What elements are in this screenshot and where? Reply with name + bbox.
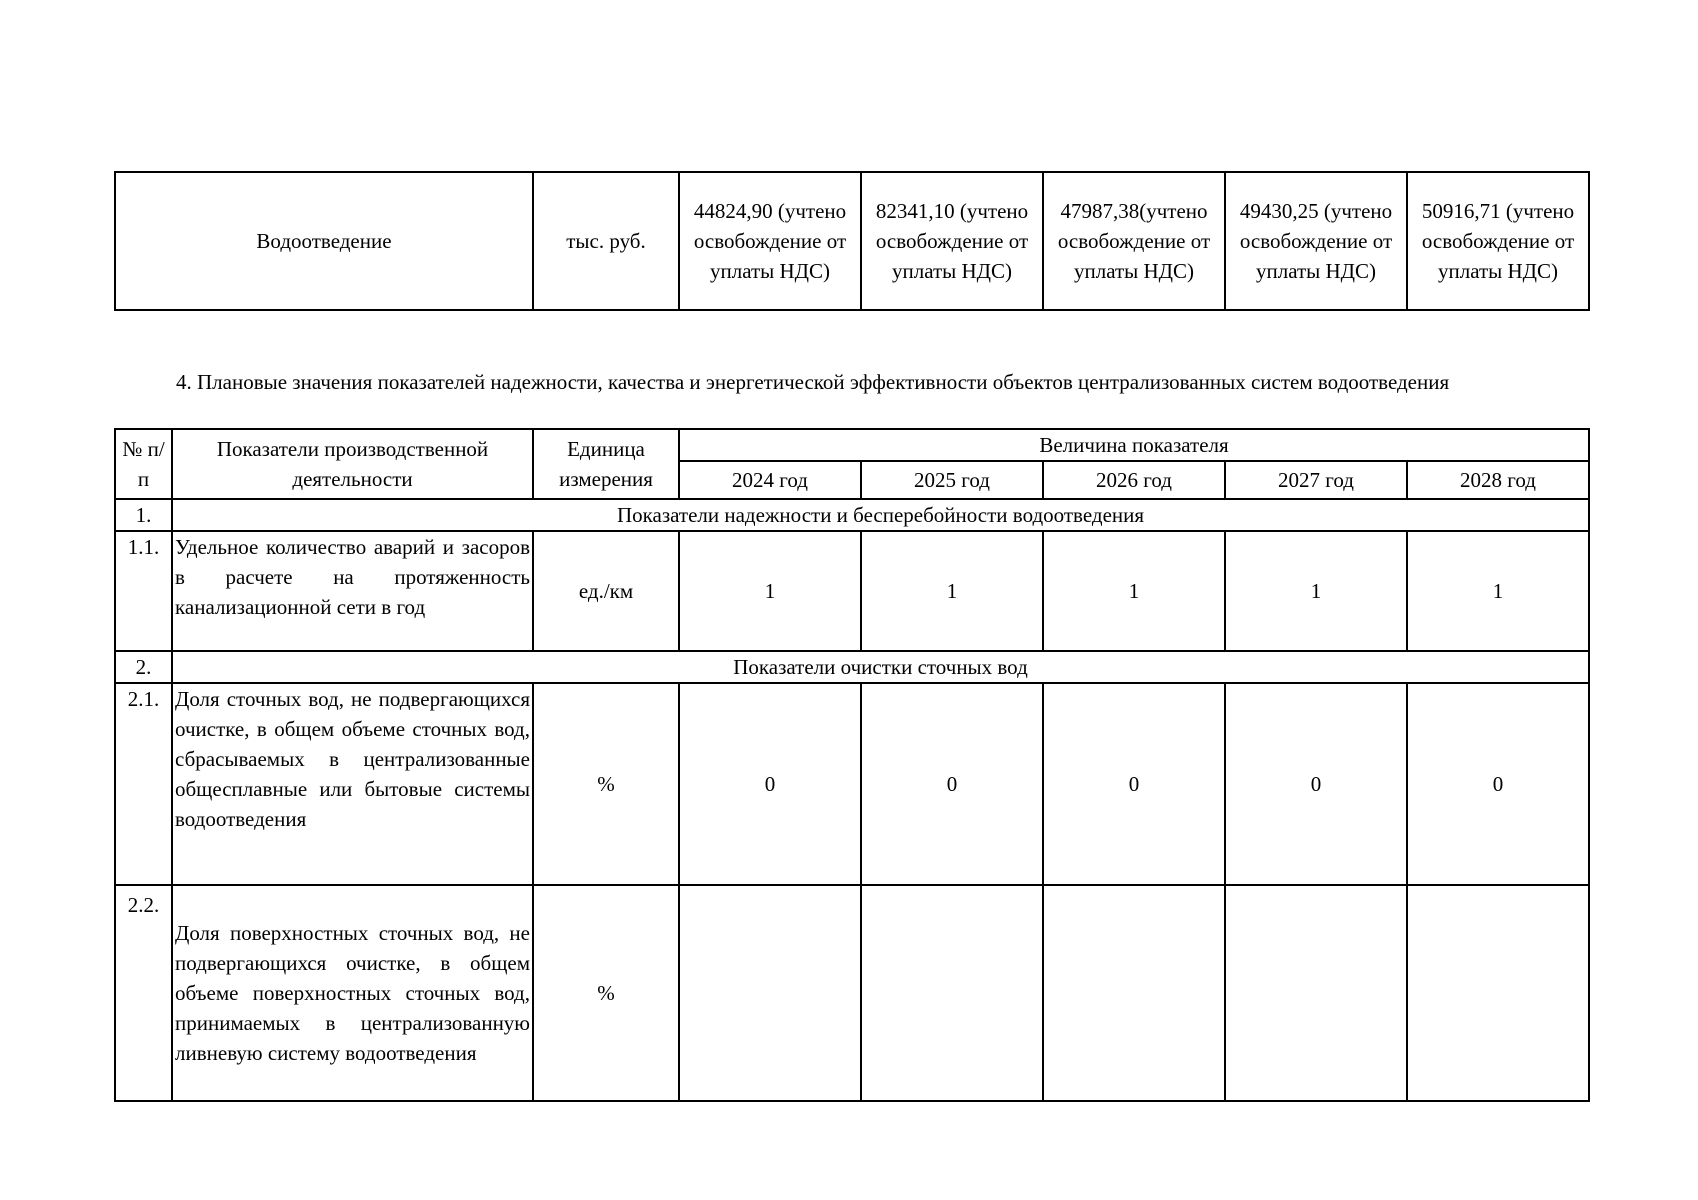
value-cell: 82341,10 (учтено освобождение от уплаты НДС) <box>861 172 1043 310</box>
tariff-table <box>114 171 1590 311</box>
section-title: Показатели надежности и бесперебойности водоотведения <box>172 499 1589 531</box>
table-row <box>115 531 1589 651</box>
value-cell: 50916,71 (учтено освобождение от уплаты НДС) <box>1407 172 1589 310</box>
section-row <box>115 499 1589 531</box>
row-num: 2.1. <box>115 683 172 885</box>
table-header-row <box>115 429 1589 461</box>
value-cell <box>679 885 861 1101</box>
header-value-group: Величина показателя <box>679 429 1589 461</box>
unit-cell: тыс. руб. <box>533 172 679 310</box>
value-cell: 0 <box>861 683 1043 885</box>
row-num: 1. <box>115 499 172 531</box>
section-row <box>115 651 1589 683</box>
header-year: 2027 год <box>1225 461 1407 499</box>
value-cell: 47987,38(учтено освобождение от уплаты НДС) <box>1043 172 1225 310</box>
indicator-text: Удельное количество аварий и засоров в расчете на протяженность канализационной сети в год <box>172 531 533 651</box>
value-cell: 49430,25 (учтено освобождение от уплаты НДС) <box>1225 172 1407 310</box>
row-num: 2.2. <box>115 885 172 1101</box>
table-row <box>115 172 1589 310</box>
header-year: 2025 год <box>861 461 1043 499</box>
value-cell: 1 <box>1043 531 1225 651</box>
value-cell: 0 <box>679 683 861 885</box>
header-indicator: Показатели производственной деятельности <box>172 429 533 499</box>
service-label: Водоотведение <box>115 172 533 310</box>
row-num: 2. <box>115 651 172 683</box>
value-cell <box>861 885 1043 1101</box>
header-year: 2028 год <box>1407 461 1589 499</box>
value-cell: 0 <box>1043 683 1225 885</box>
value-cell: 1 <box>679 531 861 651</box>
unit-cell: ед./км <box>533 531 679 651</box>
value-cell: 44824,90 (учтено освобождение от уплаты НДС) <box>679 172 861 310</box>
header-unit: Единица измерения <box>533 429 679 499</box>
value-cell: 1 <box>1225 531 1407 651</box>
value-cell: 1 <box>1407 531 1589 651</box>
table-row <box>115 683 1589 885</box>
value-cell: 0 <box>1407 683 1589 885</box>
indicator-text: Доля сточных вод, не подвергающихся очистке, в общем объеме сточных вод, сбрасываемых в централизованные общесплавные или бытовые системы водоотведения <box>172 683 533 885</box>
indicator-text: Доля поверхностных сточных вод, не подвергающихся очистке, в общем объеме поверхностных сточных вод, принимаемых в централизованную ливневую систему водоотведения <box>172 885 533 1101</box>
value-cell: 1 <box>861 531 1043 651</box>
header-num: № п/п <box>115 429 172 499</box>
header-year: 2026 год <box>1043 461 1225 499</box>
table-row <box>115 885 1589 1101</box>
value-cell <box>1407 885 1589 1101</box>
section-heading: 4. Плановые значения показателей надежности, качества и энергетической эффективности объектов централизованных систем водоотведения <box>176 370 1450 394</box>
indicators-table <box>114 428 1590 1102</box>
row-num: 1.1. <box>115 531 172 651</box>
value-cell: 0 <box>1225 683 1407 885</box>
value-cell <box>1043 885 1225 1101</box>
header-year: 2024 год <box>679 461 861 499</box>
section-title: Показатели очистки сточных вод <box>172 651 1589 683</box>
value-cell <box>1225 885 1407 1101</box>
unit-cell: % <box>533 885 679 1101</box>
unit-cell: % <box>533 683 679 885</box>
